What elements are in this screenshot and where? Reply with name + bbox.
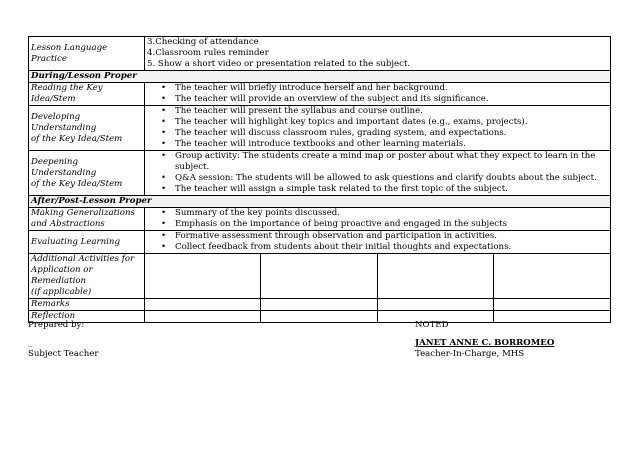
llp-line-1: 3.Checking of attendance xyxy=(147,37,259,47)
content-lesson-language-practice xyxy=(145,37,611,71)
list-item: • The teacher will introduce textbooks and other learning materials. xyxy=(175,139,608,150)
label-deepening-understanding xyxy=(29,151,145,196)
row-developing-understanding xyxy=(29,106,611,151)
label-line: Idea/Stem xyxy=(31,94,76,104)
list-item: • Q&A session: The students will be allowed to ask questions and clarify doubts about the subject. xyxy=(175,173,608,184)
label-line: of the Key Idea/Stem xyxy=(31,133,123,144)
list-item: • Group activity: The students create a mind map or poster about what they expect to learn in the subject. xyxy=(175,151,608,173)
label-line: Additional Activities for xyxy=(31,254,135,264)
label-line: of the Key Idea/Stem xyxy=(31,178,123,189)
table-cell xyxy=(494,311,611,323)
list-item: • Collect feedback from students about their initial thoughts and expectations. xyxy=(175,242,608,253)
row-deepening-understanding xyxy=(29,151,611,196)
bullet-list xyxy=(147,151,608,195)
content-developing-understanding xyxy=(145,106,611,151)
label-line: (if applicable) xyxy=(31,287,92,297)
label-lesson-language-practice: Lesson Language Practice xyxy=(29,37,145,71)
label-line: Developing Understanding xyxy=(31,111,97,133)
label-reflection: Reflection xyxy=(29,311,145,323)
section-title-during: During/Lesson Proper xyxy=(29,71,611,83)
label-making-generalizations xyxy=(29,208,145,231)
content-reading-key-idea xyxy=(145,83,611,106)
llp-line-3: 5. Show a short video or presentation related to the subject. xyxy=(147,59,411,69)
signature-blank: _ xyxy=(28,338,33,348)
noted-title: Teacher-In-Charge, MHS xyxy=(415,349,525,359)
noted-name: JANET ANNE C. BORROMEO xyxy=(415,338,555,348)
row-making-generalizations xyxy=(29,208,611,231)
list-item: • The teacher will briefly introduce herself and her background. xyxy=(175,83,608,94)
content-making-generalizations xyxy=(145,208,611,231)
list-item: • The teacher will assign a simple task related to the first topic of the subject. xyxy=(175,184,608,195)
list-item: • The teacher will present the syllabus and course outline. xyxy=(175,106,608,117)
label-line: Reading the Key xyxy=(31,83,103,93)
table-cell xyxy=(378,299,494,311)
table-cell xyxy=(494,299,611,311)
row-additional-activities xyxy=(29,254,611,299)
row-remarks xyxy=(29,299,611,311)
row-reading-key-idea xyxy=(29,83,611,106)
label-evaluating-learning: Evaluating Learning xyxy=(29,231,145,254)
list-item: • The teacher will discuss classroom rules, grading system, and expectations. xyxy=(175,128,608,139)
list-item: • Summary of the key points discussed. xyxy=(175,208,608,219)
table-cell xyxy=(261,254,378,299)
lesson-plan-table xyxy=(28,36,611,323)
table-cell xyxy=(145,311,261,323)
label-line: Deepening Understanding xyxy=(31,156,97,178)
table-cell xyxy=(261,299,378,311)
list-item: • The teacher will highlight key topics and important dates (e.g., exams, projects). xyxy=(175,117,608,128)
list-item: • The teacher will provide an overview of the subject and its significance. xyxy=(175,94,608,105)
label-line: Making Generalizations xyxy=(31,208,135,218)
llp-line-2: 4.Classroom rules reminder xyxy=(147,48,269,58)
table-cell xyxy=(145,254,261,299)
label-remarks: Remarks xyxy=(29,299,145,311)
bullet-list xyxy=(147,83,608,105)
subject-teacher-label: Subject Teacher xyxy=(28,349,99,359)
label-line: Application or Remediation xyxy=(31,265,93,286)
label-reading-key-idea xyxy=(29,83,145,106)
content-deepening-understanding xyxy=(145,151,611,196)
content-evaluating-learning xyxy=(145,231,611,254)
label-line: and Abstractions xyxy=(31,219,105,229)
prepared-by-label: Prepared by: xyxy=(28,320,85,330)
row-reflection xyxy=(29,311,611,323)
list-item: • Emphasis on the importance of being proactive and engaged in the subjects xyxy=(175,219,608,230)
row-lesson-language-practice xyxy=(29,37,611,71)
section-during xyxy=(29,71,611,83)
row-evaluating-learning xyxy=(29,231,611,254)
noted-label: NOTED xyxy=(415,320,449,330)
table-cell xyxy=(378,254,494,299)
bullet-list xyxy=(147,106,608,150)
bullet-list xyxy=(147,231,608,253)
table-cell xyxy=(145,299,261,311)
bullet-list xyxy=(147,208,608,230)
table-cell xyxy=(494,254,611,299)
table-cell xyxy=(261,311,378,323)
list-item: • Formative assessment through observation and participation in activities. xyxy=(175,231,608,242)
label-developing-understanding xyxy=(29,106,145,151)
section-title-after: After/Post-Lesson Proper xyxy=(29,196,611,208)
section-after xyxy=(29,196,611,208)
label-additional-activities xyxy=(29,254,145,299)
